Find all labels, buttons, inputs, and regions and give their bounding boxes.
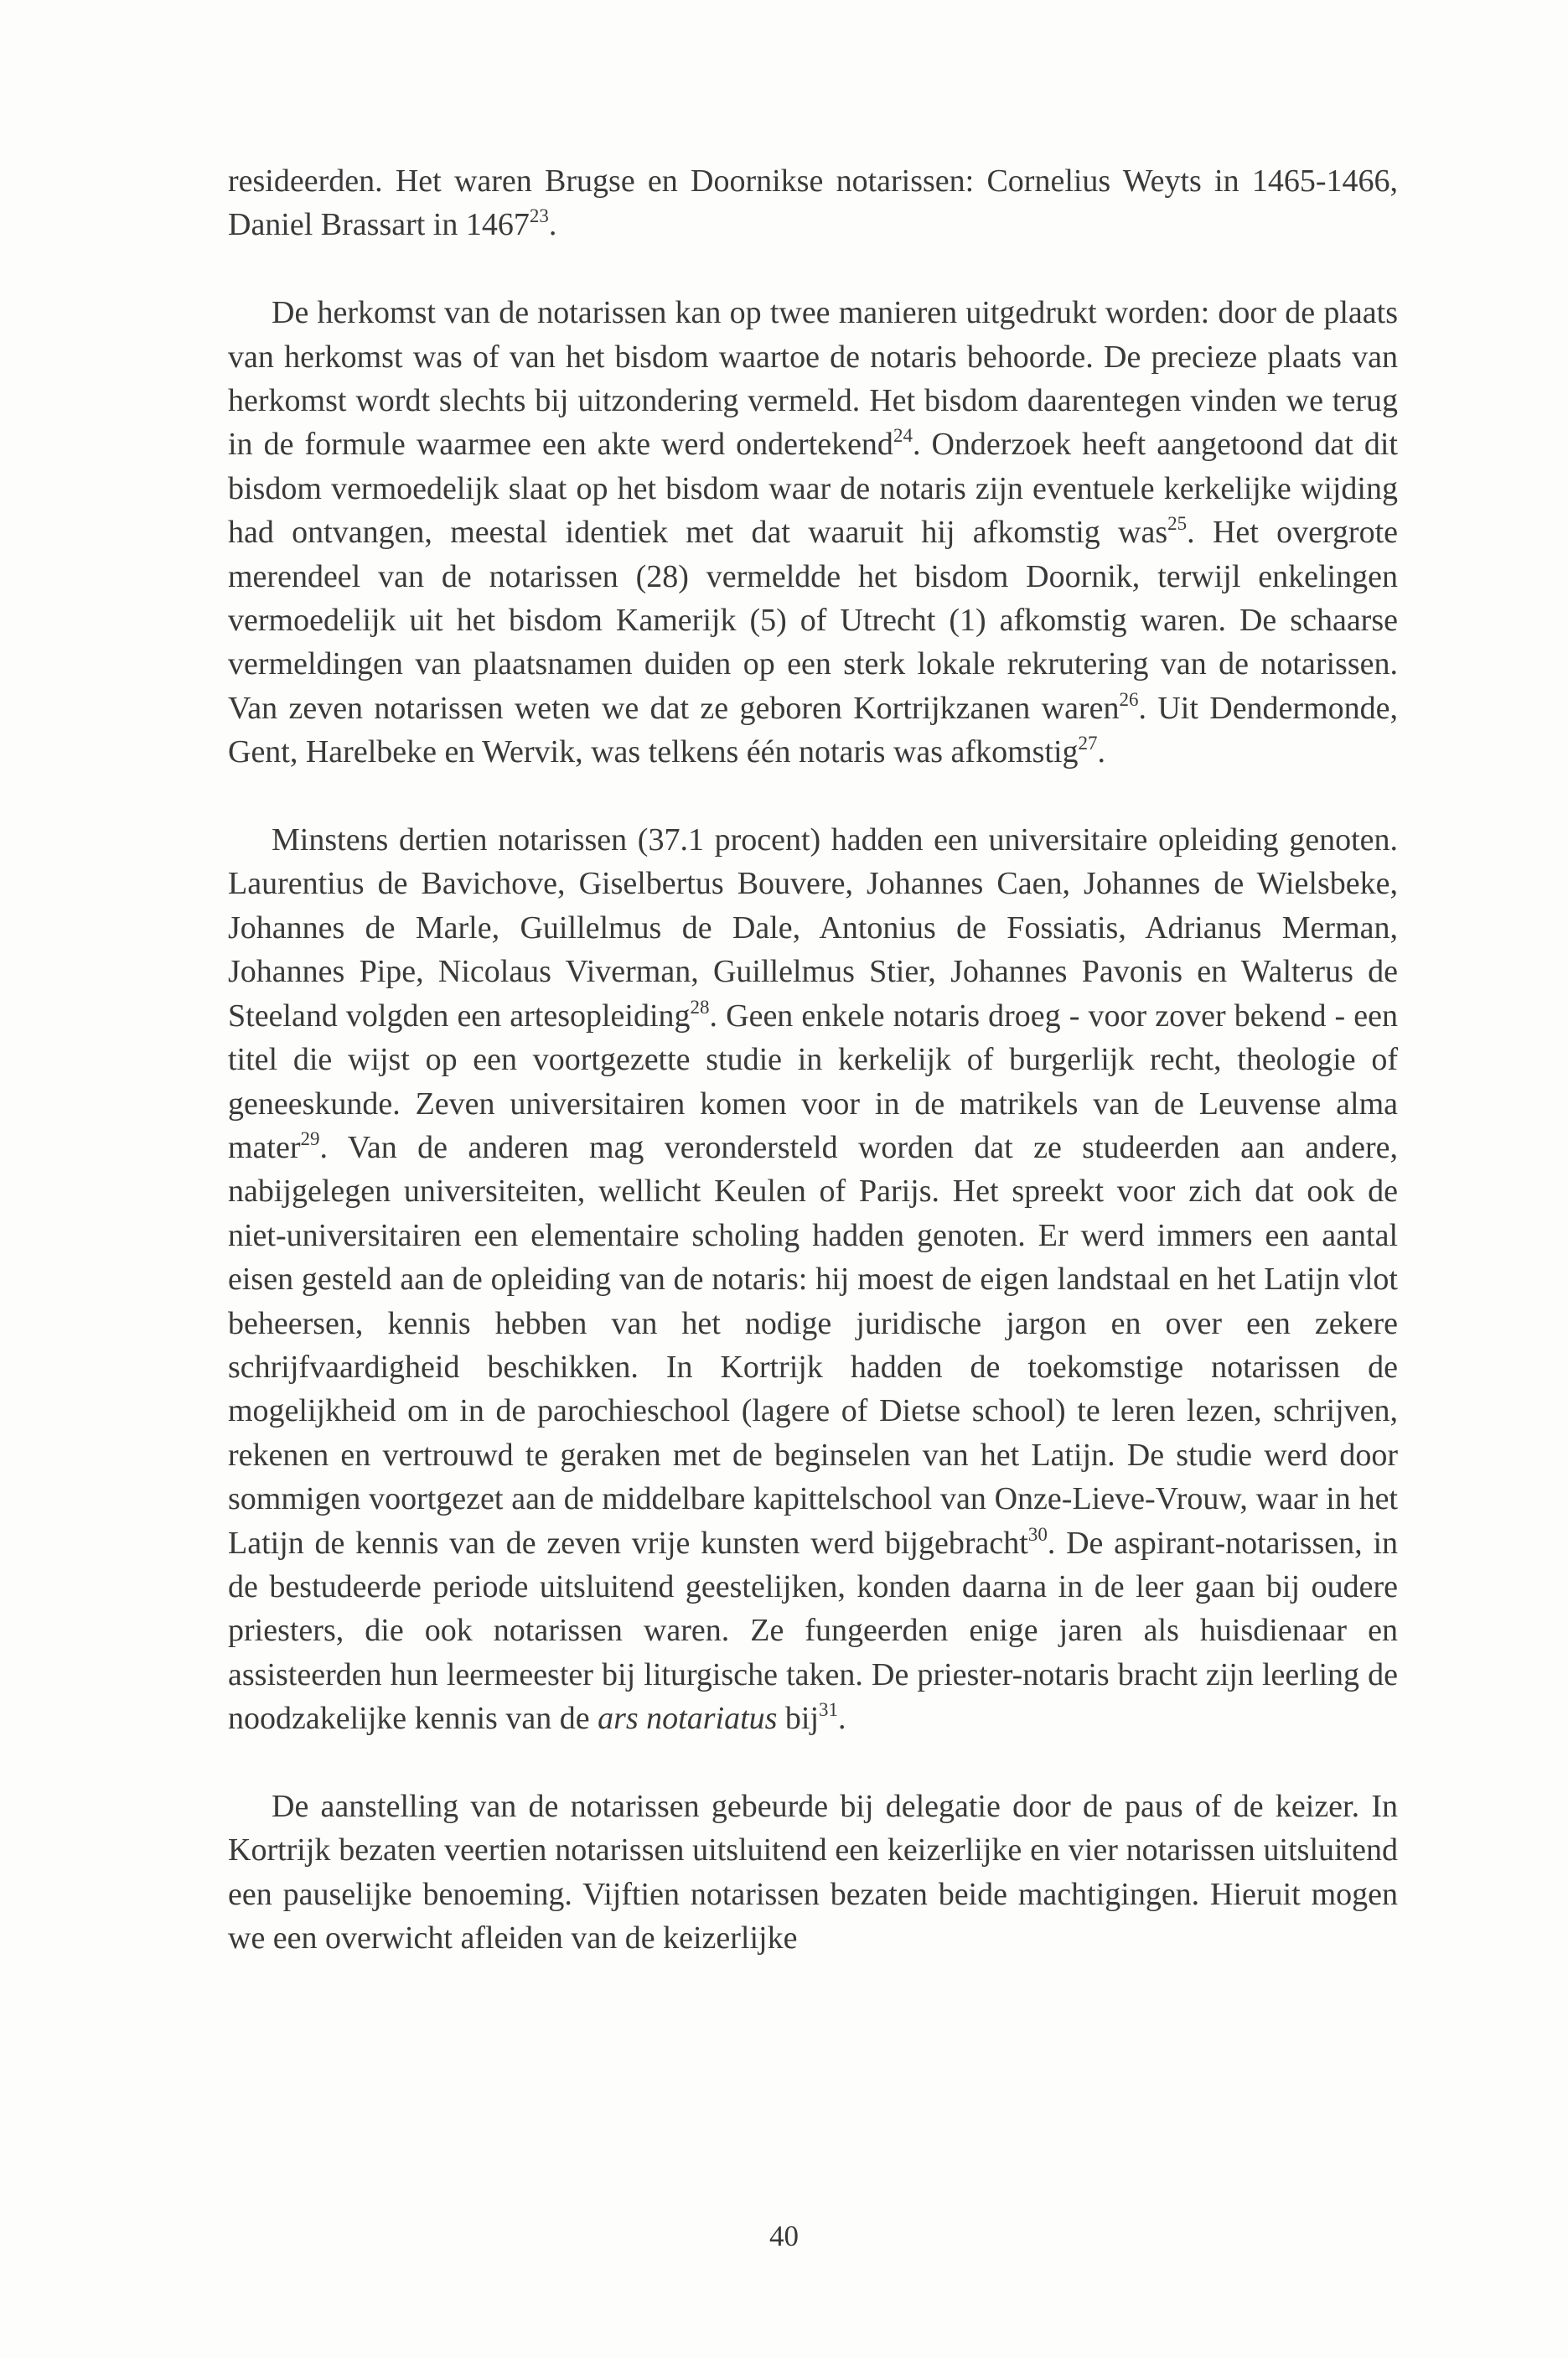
text-run: . Onderzoek heeft aangetoond dat dit bisdom vermoedelijk slaat op het bisdom waar de notaris zijn eventuele kerkelijke wijding had ontvangen, meestal identiek met dat waaruit hij afkomstig was bbox=[228, 427, 1398, 551]
footnote-reference: 25 bbox=[1167, 513, 1188, 535]
footnote-reference: 30 bbox=[1027, 1523, 1048, 1545]
page-number: 40 bbox=[769, 2220, 799, 2252]
paragraph bbox=[228, 291, 1398, 774]
footnote-reference: 31 bbox=[819, 1699, 839, 1721]
text-run: . Geen enkele notaris droeg - voor zover bekend - een titel die wijst op een voortgezette studie in kerkelijk of burgerlijk recht, theologie of geneeskunde. Zeven universitairen komen voor in de matrikels van de Leuvense alma mater bbox=[228, 998, 1399, 1165]
text-run: resideerden. Het waren Brugse en Doornikse notarissen: Cornelius Weyts in 1465-1466, Daniel Brassart in 1467 bbox=[228, 163, 1398, 243]
paragraph bbox=[228, 818, 1398, 1741]
paragraph bbox=[228, 159, 1398, 247]
body-text bbox=[228, 159, 1398, 1961]
footnote-reference: 27 bbox=[1078, 733, 1098, 754]
footnote-reference: 24 bbox=[893, 425, 913, 447]
footnote-reference: 28 bbox=[690, 996, 710, 1018]
text-run: De herkomst van de notarissen kan op twee manieren uitgedrukt worden: door de plaats van herkomst was of van het bisdom waartoe de notaris behoorde. De precieze plaats van herkomst wordt slechts bij uitzondering vermeld. Het bisdom daarentegen vinden we terug in de formule waarmee een akte werd ondertekend bbox=[228, 295, 1398, 463]
text-run: . bbox=[548, 207, 557, 243]
text-run: bij bbox=[777, 1701, 820, 1737]
footnote-reference: 29 bbox=[300, 1127, 320, 1149]
text-run: . De aspirant-notarissen, in de bestudeerde periode uitsluitend geestelijken, konden daarna in de leer gaan bij oudere priesters, die ook notarissen waren. Ze fungeerden enige jaren als huisdienaar en assisteerden hun leermeester bij liturgische taken. De priester-notaris bracht zijn leerling de noodzakelijke kennis van de bbox=[228, 1525, 1399, 1737]
text-run: . Uit Dendermonde, Gent, Harelbeke en Wervik, was telkens één notaris was afkomstig bbox=[228, 690, 1399, 770]
text-run: . Het overgrote merendeel van de notarissen (28) vermeldde het bisdom Doornik, terwijl enkelingen vermoedelijk uit het bisdom Kamerijk (5) of Utrecht (1) afkomstig waren. De schaarse vermeldingen van plaatsnamen duiden op een sterk lokale rekrutering van de notarissen. Van zeven notarissen weten we dat ze geboren Kortrijkzanen waren bbox=[228, 515, 1399, 726]
text-run: . bbox=[838, 1701, 846, 1737]
paragraph-gap bbox=[228, 247, 1398, 291]
text-run: Minstens dertien notarissen (37.1 procent) hadden een universitaire opleiding genoten. Laurentius de Bavichove, Giselbertus Bouvere, Johannes Caen, Johannes de Wielsbeke, Johannes de Marle, Guillelmus de Dale, Antonius de Fossiatis, Adrianus Merman, Johannes Pipe, Nicolaus Viverman, Guillelmus Stier, Johannes Pavonis en Walterus de Steeland volgden een artesopleiding bbox=[228, 822, 1398, 1034]
paragraph-gap bbox=[228, 775, 1398, 818]
footnote-reference: 23 bbox=[529, 205, 549, 227]
text-run: . Van de anderen mag verondersteld worden dat ze studeerden aan andere, nabijgelegen universiteiten, wellicht Keulen of Parijs. Het spreekt voor zich dat ook de niet-universitairen een elementaire scholing hadden genoten. Er werd immers een aantal eisen gesteld aan de opleiding van de notaris: hij moest de eigen landstaal en het Latijn vlot beheersen, kennis hebben van het nodige juridische jargon en over een zekere schrijfvaardigheid beschikken. In Kortrijk hadden de toekomstige notarissen de mogelijkheid om in de parochieschool (lagere of Dietse school) te leren lezen, schrijven, rekenen en vertrouwd te geraken met de beginselen van het Latijn. De studie werd door sommigen voortgezet aan de middelbare kapittelschool van Onze-Lieve-Vrouw, waar in het Latijn de kennis van de zeven vrije kunsten werd bijgebracht bbox=[228, 1129, 1398, 1561]
text-run: De aanstelling van de notarissen gebeurde bij delegatie door de paus of de keizer. In Kortrijk bezaten veertien notarissen uitsluitend een keizerlijke en vier notarissen uitsluitend een pauselijke benoeming. Vijftien notarissen bezaten beide machtigingen. Hieruit mogen we een overwicht afleiden van de keizerlijke bbox=[228, 1788, 1398, 1956]
text-run: . bbox=[1097, 734, 1106, 770]
paragraph-gap bbox=[228, 1741, 1398, 1785]
italic-term: ars notariatus bbox=[598, 1701, 778, 1737]
footnote-reference: 26 bbox=[1119, 688, 1139, 710]
paragraph bbox=[228, 1785, 1398, 1961]
